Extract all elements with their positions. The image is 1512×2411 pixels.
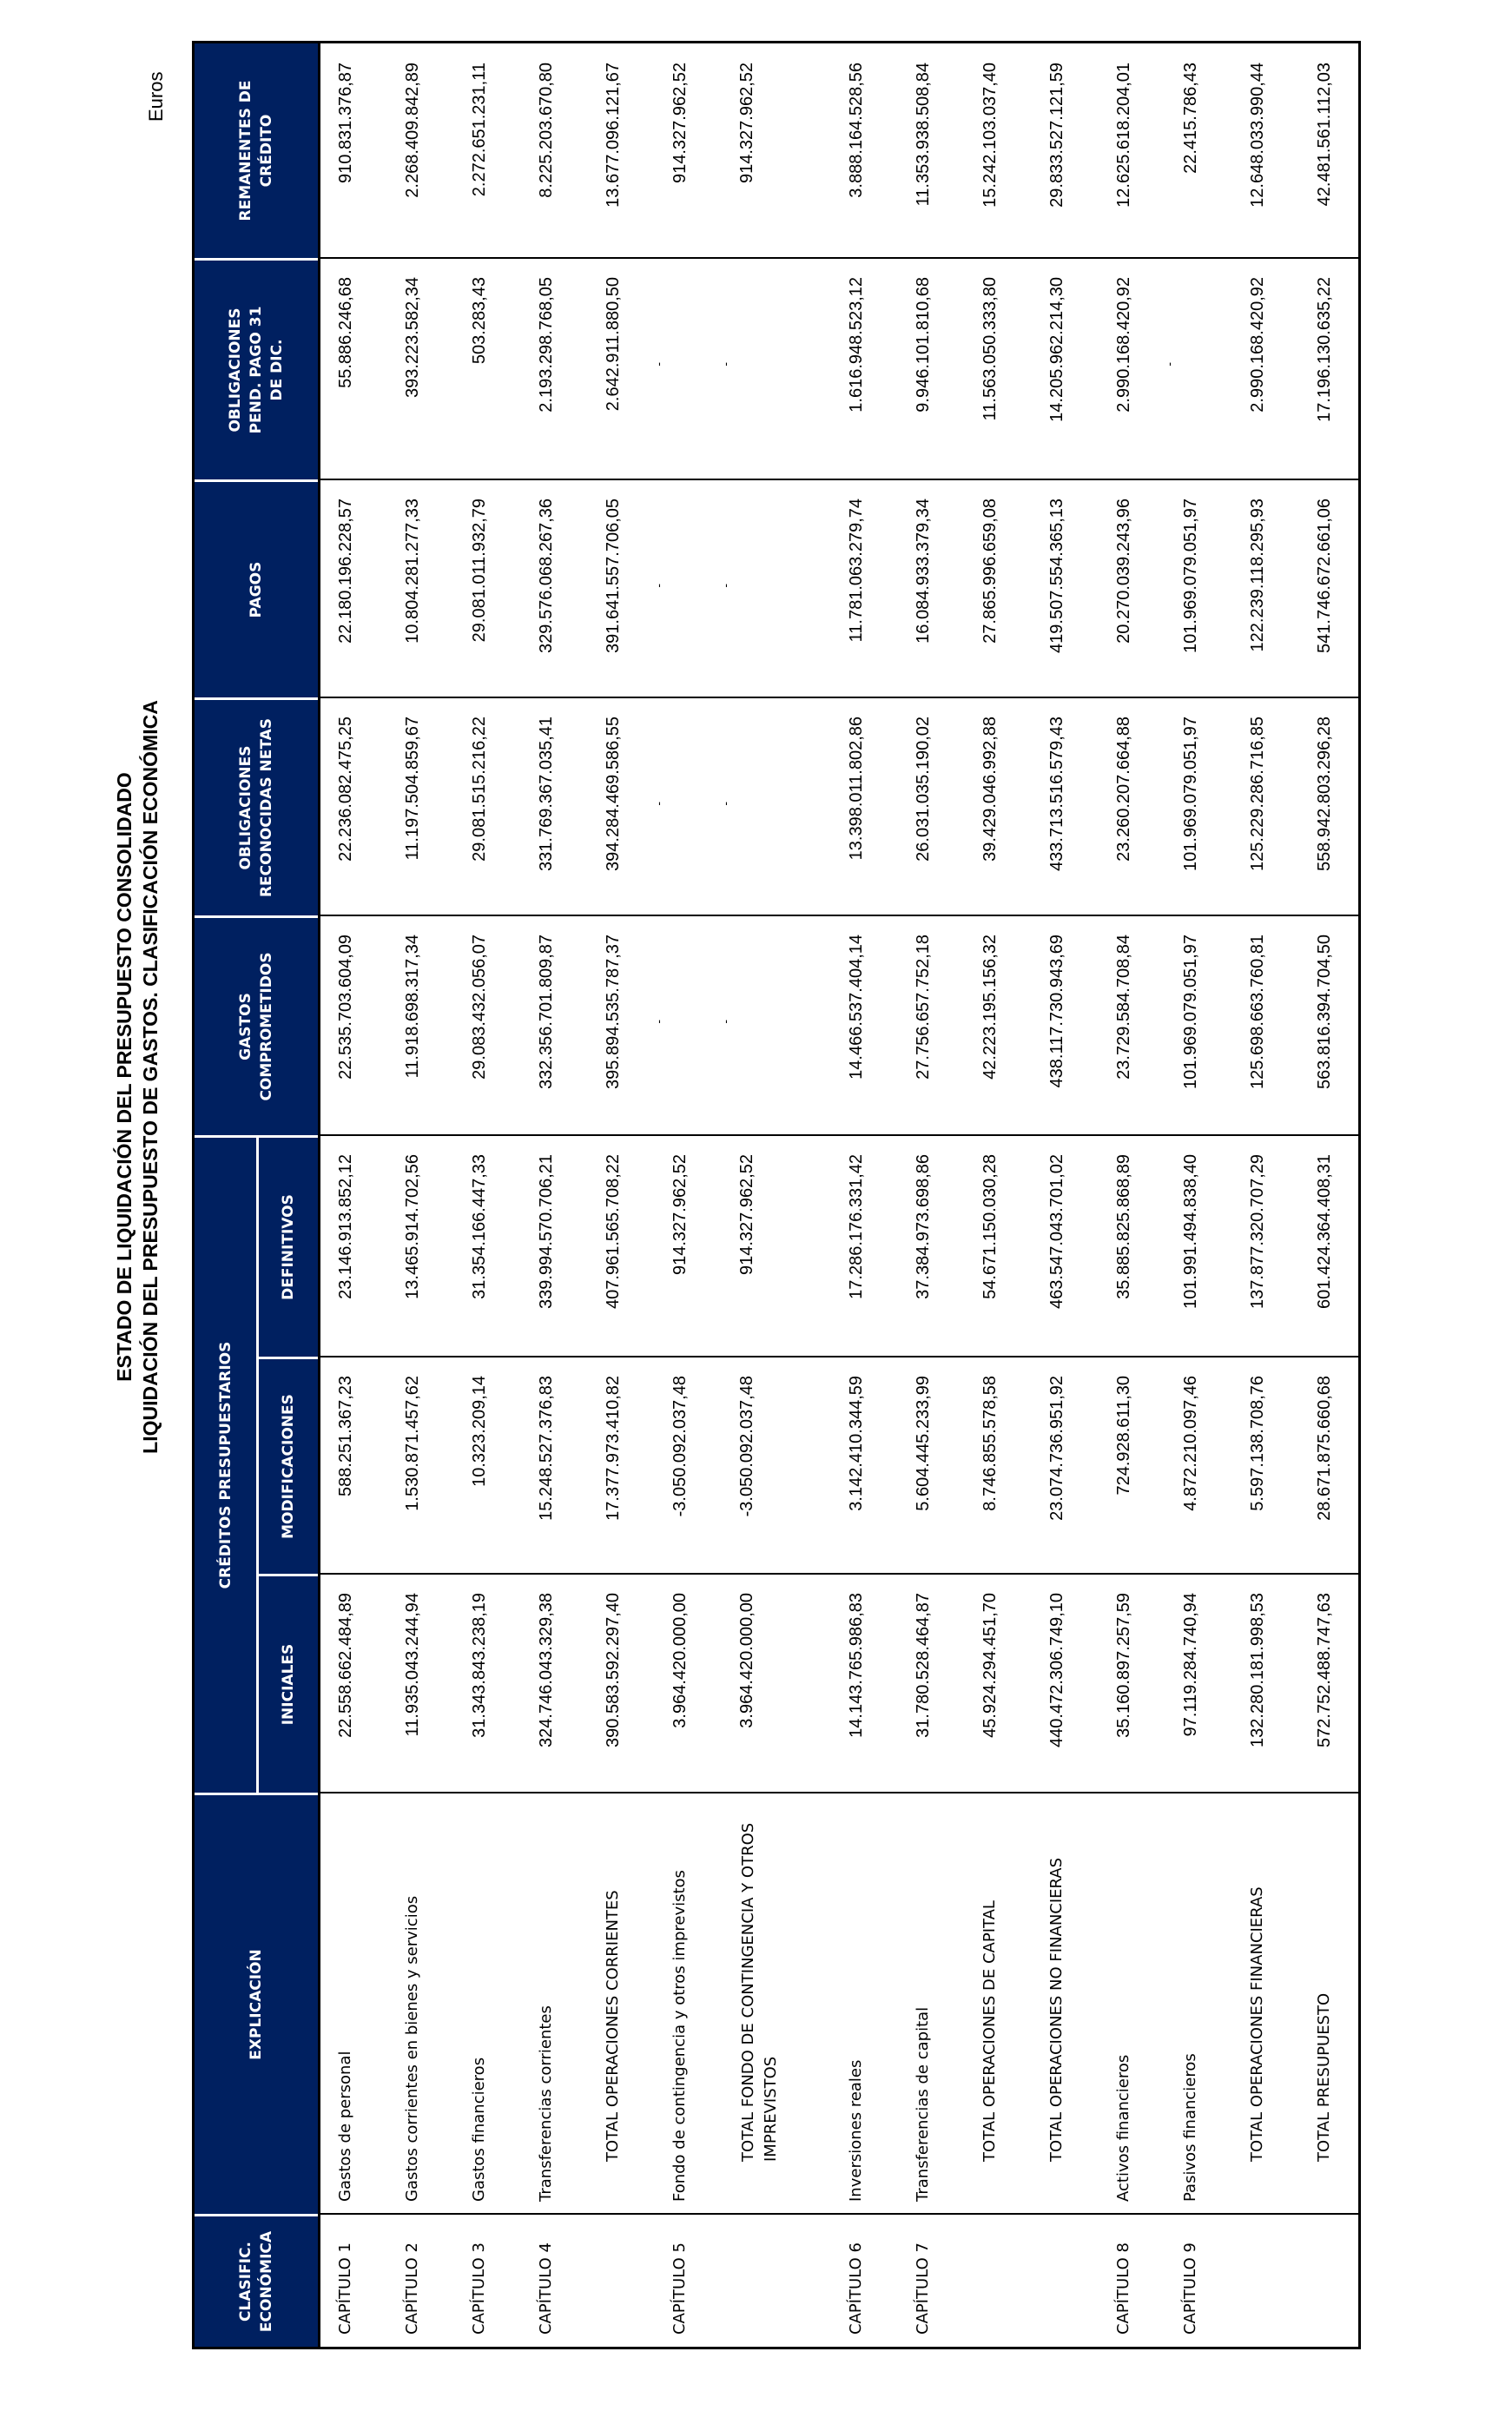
cell-comprometidos: - bbox=[718, 1020, 732, 1024]
table-row bbox=[521, 38, 588, 2347]
table-row bbox=[898, 38, 965, 2347]
cell-definitivos: 13.465.914.702,56 bbox=[403, 1154, 422, 1299]
table-row bbox=[1099, 38, 1165, 2347]
cell-modificaciones: 1.530.871.457,62 bbox=[403, 1376, 422, 1511]
cell-comprometidos: 125.698.663.760,81 bbox=[1248, 935, 1267, 1089]
cell-pendientes: 2.642.911.880,50 bbox=[604, 277, 623, 412]
cell-comprometidos: 23.729.584.708,84 bbox=[1114, 935, 1133, 1080]
cell-remanentes: 2.272.651.231,11 bbox=[470, 63, 489, 197]
cell-modificaciones: 5.604.445.233,99 bbox=[914, 1376, 933, 1511]
table-row bbox=[1162, 38, 1232, 2347]
table-frame bbox=[192, 41, 1361, 2349]
cell-comprometidos: 29.083.432.056,07 bbox=[470, 935, 489, 1080]
row-label: TOTAL PRESUPUESTO bbox=[1315, 1992, 1333, 2162]
budget-table bbox=[192, 41, 1361, 2349]
table-row bbox=[1299, 38, 1366, 2347]
cell-definitivos: 339.994.570.706,21 bbox=[537, 1154, 556, 1309]
cell-iniciales: 22.558.662.484,89 bbox=[336, 1593, 355, 1738]
cell-pagos: 11.781.063.279,74 bbox=[847, 499, 866, 643]
cell-remanentes: 22.415.786,43 bbox=[1181, 63, 1200, 174]
cell-modificaciones: 8.746.855.578,58 bbox=[980, 1376, 1000, 1511]
cell-reconocidas: 39.429.046.992,88 bbox=[980, 717, 1000, 862]
cell-reconocidas: 23.260.207.664,88 bbox=[1114, 717, 1133, 862]
cell-remanentes: 8.225.203.670,80 bbox=[537, 63, 556, 198]
cell-iniciales: 3.964.420.000,00 bbox=[737, 1593, 756, 1728]
chapter-code: CAPÍTULO 4 bbox=[537, 2243, 555, 2335]
cell-comprometidos: - bbox=[651, 1020, 665, 1024]
cell-remanentes: 15.242.103.037,40 bbox=[980, 63, 1000, 208]
header-explicacion: EXPLICACIÓN bbox=[195, 1793, 318, 2214]
cell-modificaciones: 15.248.527.376,83 bbox=[537, 1376, 556, 1521]
cell-modificaciones: 23.074.736.951,92 bbox=[1047, 1376, 1066, 1521]
cell-pendientes: 17.196.130.635,22 bbox=[1315, 277, 1334, 422]
cell-modificaciones: 17.377.973.410,82 bbox=[604, 1376, 623, 1521]
cell-pendientes: 11.563.050.333,80 bbox=[980, 277, 1000, 421]
chapter-code: CAPÍTULO 8 bbox=[1114, 2243, 1132, 2335]
header-clasific: CLASIFIC. ECONÓMICA bbox=[195, 2214, 318, 2347]
cell-iniciales: 390.583.592.297,40 bbox=[604, 1593, 623, 1747]
chapter-code: CAPÍTULO 3 bbox=[470, 2243, 488, 2335]
cell-reconocidas: 394.284.469.586,55 bbox=[604, 717, 623, 871]
document-titles bbox=[111, 69, 181, 2084]
header-gastos-comprometidos: GASTOS COMPROMETIDOS bbox=[195, 915, 318, 1135]
header-pagos: PAGOS bbox=[195, 479, 318, 697]
cell-remanentes: 3.888.164.528,56 bbox=[847, 63, 866, 198]
table-row bbox=[718, 38, 831, 2347]
chapter-code: CAPÍTULO 5 bbox=[670, 2243, 689, 2335]
cell-remanentes: 11.353.938.508,84 bbox=[914, 63, 933, 207]
cell-iniciales: 45.924.294.451,70 bbox=[980, 1593, 1000, 1738]
table-row bbox=[588, 38, 655, 2347]
header-definitivos: DEFINITIVOS bbox=[256, 1135, 318, 1357]
cell-reconocidas: 433.713.516.579,43 bbox=[1047, 717, 1066, 871]
cell-modificaciones: 3.142.410.344,59 bbox=[847, 1376, 866, 1511]
cell-comprometidos: 11.918.698.317,34 bbox=[403, 935, 422, 1079]
chapter-code: CAPÍTULO 7 bbox=[914, 2243, 932, 2335]
cell-pendientes: 9.946.101.810,68 bbox=[914, 277, 933, 413]
row-label: Gastos financieros bbox=[470, 2057, 488, 2202]
cell-iniciales: 132.280.181.998,53 bbox=[1248, 1593, 1267, 1747]
cell-remanentes: 13.677.096.121,67 bbox=[604, 63, 623, 208]
cell-modificaciones: -3.050.092.037,48 bbox=[737, 1376, 756, 1517]
cell-comprometidos: 438.117.730.943,69 bbox=[1047, 935, 1066, 1088]
row-label: Activos financieros bbox=[1114, 2054, 1132, 2202]
cell-comprometidos: 101.969.079.051,97 bbox=[1181, 935, 1200, 1089]
cell-definitivos: 35.885.825.868,89 bbox=[1114, 1154, 1133, 1299]
cell-pagos: 29.081.011.932,79 bbox=[470, 499, 489, 643]
cell-pendientes: - bbox=[1162, 362, 1176, 367]
cell-comprometidos: 14.466.537.404,14 bbox=[847, 935, 866, 1080]
table-row bbox=[965, 38, 1032, 2347]
cell-pendientes: - bbox=[718, 362, 732, 367]
cell-definitivos: 463.547.043.701,02 bbox=[1047, 1154, 1066, 1309]
cell-modificaciones: 724.928.611,30 bbox=[1114, 1376, 1133, 1496]
table-row bbox=[454, 38, 521, 2347]
cell-modificaciones: 10.323.209,14 bbox=[470, 1376, 489, 1487]
cell-pagos: 16.084.933.379,34 bbox=[914, 499, 933, 644]
cell-definitivos: 101.991.494.838,40 bbox=[1181, 1154, 1200, 1309]
cell-iniciales: 14.143.765.986,83 bbox=[847, 1593, 866, 1738]
row-label: Pasivos financieros bbox=[1181, 2053, 1199, 2202]
cell-comprometidos: 22.535.703.604,09 bbox=[336, 935, 355, 1080]
cell-definitivos: 601.424.364.408,31 bbox=[1315, 1154, 1334, 1309]
cell-reconocidas: 11.197.504.859,67 bbox=[403, 717, 422, 861]
cell-pagos: 391.641.557.706,05 bbox=[604, 499, 623, 653]
cell-reconocidas: 558.942.803.296,28 bbox=[1315, 717, 1334, 871]
row-label: Transferencias corrientes bbox=[537, 2005, 555, 2202]
cell-pagos: 541.746.672.661,06 bbox=[1315, 499, 1334, 653]
title-sub: LIQUIDACIÓN DEL PRESUPUESTO DE GASTOS. CLASIFICACIÓN ECONÓMICA bbox=[139, 700, 162, 1454]
header-modificaciones: MODIFICACIONES bbox=[256, 1357, 318, 1574]
cell-pendientes: 14.205.962.214,30 bbox=[1047, 277, 1066, 422]
header-remanentes: REMANENTES DE CRÉDITO bbox=[195, 43, 318, 258]
cell-pendientes: 2.193.298.768,05 bbox=[537, 277, 556, 413]
cell-reconocidas: 331.769.367.035,41 bbox=[537, 717, 556, 871]
cell-definitivos: 914.327.962,52 bbox=[737, 1154, 756, 1276]
cell-pendientes: 2.990.168.420,92 bbox=[1248, 277, 1267, 413]
cell-iniciales: 11.935.043.244,94 bbox=[403, 1593, 422, 1737]
cell-reconocidas: 13.398.011.802,86 bbox=[847, 717, 866, 861]
chapter-code: CAPÍTULO 1 bbox=[336, 2243, 354, 2335]
units-label: Euros bbox=[145, 71, 167, 122]
cell-comprometidos: 563.816.394.704,50 bbox=[1315, 935, 1334, 1089]
header-obligaciones-reconocidas: OBLIGACIONES RECONOCIDAS NETAS bbox=[195, 697, 318, 915]
cell-remanentes: 910.831.376,87 bbox=[336, 63, 355, 184]
cell-reconocidas: - bbox=[651, 802, 665, 806]
table-row bbox=[831, 38, 898, 2347]
chapter-code: CAPÍTULO 9 bbox=[1181, 2243, 1199, 2335]
cell-comprometidos: 332.356.701.809,87 bbox=[537, 935, 556, 1089]
cell-iniciales: 3.964.420.000,00 bbox=[670, 1593, 690, 1728]
cell-remanentes: 914.327.962,52 bbox=[670, 63, 690, 184]
cell-pagos: - bbox=[651, 584, 665, 588]
cell-comprometidos: 27.756.657.752,18 bbox=[914, 935, 933, 1080]
cell-pagos: 10.804.281.277,33 bbox=[403, 499, 422, 644]
cell-iniciales: 31.343.843.238,19 bbox=[470, 1593, 489, 1738]
row-label: TOTAL OPERACIONES NO FINANCIERAS bbox=[1047, 1857, 1066, 2162]
cell-reconocidas: 22.236.082.475,25 bbox=[336, 717, 355, 862]
cell-modificaciones: 588.251.367,23 bbox=[336, 1376, 355, 1497]
cell-pagos: 27.865.996.659,08 bbox=[980, 499, 1000, 644]
row-label: TOTAL OPERACIONES CORRIENTES bbox=[604, 1890, 622, 2162]
cell-pagos: 329.576.068.267,36 bbox=[537, 499, 556, 653]
table-row bbox=[1032, 38, 1099, 2347]
cell-definitivos: 914.327.962,52 bbox=[670, 1154, 690, 1276]
cell-modificaciones: 4.872.210.097,46 bbox=[1181, 1376, 1200, 1511]
cell-definitivos: 23.146.913.852,12 bbox=[336, 1154, 355, 1299]
cell-remanentes: 12.648.033.990,44 bbox=[1248, 63, 1267, 208]
cell-pendientes: 503.283,43 bbox=[470, 277, 489, 365]
cell-pendientes: - bbox=[651, 362, 665, 367]
row-label: TOTAL FONDO DE CONTINGENCIA Y OTROS IMPREVISTOS bbox=[739, 1822, 780, 2162]
table-row bbox=[387, 38, 454, 2347]
cell-comprometidos: 395.894.535.787,37 bbox=[604, 935, 623, 1089]
header-iniciales: INICIALES bbox=[256, 1574, 318, 1793]
cell-definitivos: 407.961.565.708,22 bbox=[604, 1154, 623, 1309]
cell-pendientes: 2.990.168.420,92 bbox=[1114, 277, 1133, 413]
cell-remanentes: 29.833.527.121,59 bbox=[1047, 63, 1066, 208]
cell-modificaciones: -3.050.092.037,48 bbox=[670, 1376, 690, 1517]
cell-iniciales: 31.780.528.464,87 bbox=[914, 1593, 933, 1738]
cell-reconocidas: 29.081.515.216,22 bbox=[470, 717, 489, 862]
cell-definitivos: 31.354.166.447,33 bbox=[470, 1154, 489, 1299]
row-label: Gastos de personal bbox=[336, 2051, 354, 2202]
cell-remanentes: 42.481.561.112,03 bbox=[1315, 63, 1334, 207]
cell-reconocidas: - bbox=[718, 802, 732, 806]
cell-remanentes: 12.625.618.204,01 bbox=[1114, 63, 1133, 208]
cell-iniciales: 324.746.043.329,38 bbox=[537, 1593, 556, 1747]
cell-pendientes: 55.886.246,68 bbox=[336, 277, 355, 388]
row-label: TOTAL OPERACIONES FINANCIERAS bbox=[1248, 1886, 1266, 2162]
cell-modificaciones: 28.671.875.660,68 bbox=[1315, 1376, 1334, 1521]
table-row bbox=[1232, 38, 1299, 2347]
title-main: ESTADO DE LIQUIDACIÓN DEL PRESUPUESTO CONSOLIDADO bbox=[113, 772, 135, 1382]
cell-pagos: 22.180.196.228,57 bbox=[336, 499, 355, 644]
cell-pagos: 20.270.039.243,96 bbox=[1114, 499, 1133, 644]
cell-pendientes: 1.616.948.523,12 bbox=[847, 277, 866, 413]
cell-reconocidas: 125.229.286.716,85 bbox=[1248, 717, 1267, 871]
cell-remanentes: 2.268.409.842,89 bbox=[403, 63, 422, 198]
chapter-code: CAPÍTULO 2 bbox=[403, 2243, 421, 2335]
row-label: Gastos corrientes en bienes y servicios bbox=[403, 1895, 421, 2202]
cell-reconocidas: 101.969.079.051,97 bbox=[1181, 717, 1200, 871]
table-body bbox=[320, 38, 1366, 2347]
cell-definitivos: 137.877.320.707,29 bbox=[1248, 1154, 1267, 1309]
cell-pendientes: 393.223.582,34 bbox=[403, 277, 422, 399]
cell-pagos: 419.507.554.365,13 bbox=[1047, 499, 1066, 653]
cell-pagos: 101.969.079.051,97 bbox=[1181, 499, 1200, 653]
cell-iniciales: 35.160.897.257,59 bbox=[1114, 1593, 1133, 1738]
cell-definitivos: 37.384.973.698,86 bbox=[914, 1154, 933, 1299]
cell-definitivos: 17.286.176.331,42 bbox=[847, 1154, 866, 1299]
row-label: Fondo de contingencia y otros imprevistos bbox=[670, 1870, 689, 2202]
cell-iniciales: 440.472.306.749,10 bbox=[1047, 1593, 1066, 1747]
cell-definitivos: 54.671.150.030,28 bbox=[980, 1154, 1000, 1299]
table-row bbox=[320, 38, 387, 2347]
cell-comprometidos: 42.223.195.156,32 bbox=[980, 935, 1000, 1080]
cell-reconocidas: 26.031.035.190,02 bbox=[914, 717, 933, 862]
chapter-code: CAPÍTULO 6 bbox=[847, 2243, 865, 2335]
cell-pagos: - bbox=[718, 584, 732, 588]
cell-iniciales: 97.119.284.740,94 bbox=[1181, 1593, 1200, 1737]
row-label: TOTAL OPERACIONES DE CAPITAL bbox=[980, 1900, 999, 2162]
cell-iniciales: 572.752.488.747,63 bbox=[1315, 1593, 1334, 1747]
cell-remanentes: 914.327.962,52 bbox=[737, 63, 756, 184]
table-row bbox=[651, 38, 722, 2347]
cell-modificaciones: 5.597.138.708,76 bbox=[1248, 1376, 1267, 1511]
row-label: Inversiones reales bbox=[847, 2059, 865, 2202]
row-label: Transferencias de capital bbox=[914, 2006, 932, 2202]
header-creditos-group: CRÉDITOS PRESUPUESTARIOS bbox=[195, 1135, 256, 1793]
cell-pagos: 122.239.118.295,93 bbox=[1248, 499, 1267, 652]
header-obligaciones-pendientes: OBLIGACIONES PEND. PAGO 31 DE DIC. bbox=[195, 258, 318, 479]
